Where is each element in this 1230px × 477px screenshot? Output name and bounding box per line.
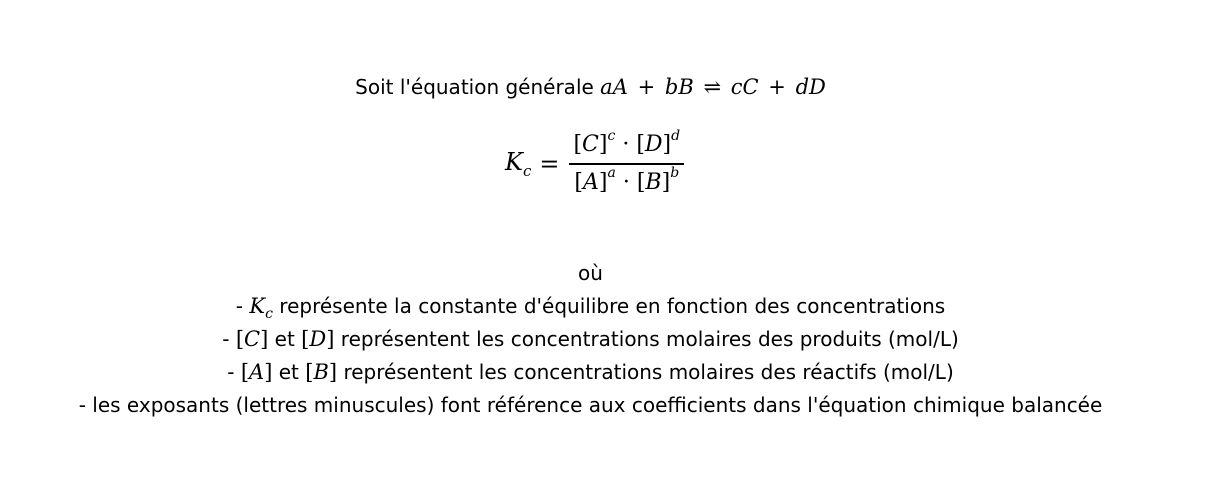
coef-b: b bbox=[664, 75, 679, 99]
definition-products bbox=[0, 325, 1181, 353]
species-d: D bbox=[809, 75, 826, 99]
symbol-letter: D bbox=[309, 327, 327, 351]
coef-c: c bbox=[730, 75, 743, 99]
definition-exponents bbox=[0, 391, 1181, 419]
symbol-letter: C bbox=[244, 327, 261, 351]
definition-text: représentent les concentrations molaires des réactifs (mol/L) bbox=[343, 360, 954, 384]
species-a: A bbox=[612, 75, 628, 99]
kc-subscript: c bbox=[265, 306, 273, 323]
plus-sign: + bbox=[768, 75, 786, 99]
coef-d: d bbox=[795, 75, 810, 99]
symbol-d: [D] bbox=[301, 327, 335, 351]
multiply-dot: · bbox=[622, 169, 630, 195]
intro-text: Soit l'équation générale bbox=[355, 75, 594, 99]
kc-inline-symbol bbox=[249, 294, 273, 323]
connector-et: et bbox=[274, 327, 295, 351]
where-label: où bbox=[578, 261, 603, 285]
multiply-dot: · bbox=[622, 132, 630, 158]
intro-line bbox=[0, 73, 1181, 101]
definition-text: les exposants (lettres minuscules) font référence aux coefficients dans l'équation chimique balancée bbox=[92, 393, 1103, 417]
kc-symbol bbox=[505, 148, 531, 180]
kc-formula bbox=[505, 124, 684, 204]
kc-subscript: c bbox=[522, 161, 532, 180]
symbol-c: [C] bbox=[235, 327, 269, 351]
kc-fraction bbox=[569, 129, 684, 198]
symbol-b: [B] bbox=[305, 360, 338, 384]
plus-sign: + bbox=[637, 75, 656, 99]
general-equation bbox=[600, 75, 826, 99]
denominator-term-b: B bbox=[645, 169, 662, 195]
kc-letter: K bbox=[249, 294, 266, 318]
definition-text: représentent les concentrations molaires des produits (mol/L) bbox=[340, 327, 959, 351]
denominator-exp-a: a bbox=[607, 165, 616, 182]
kc-letter: K bbox=[505, 148, 523, 177]
numerator-term-c: C bbox=[582, 132, 599, 158]
species-c: C bbox=[742, 75, 759, 99]
definition-reactants bbox=[0, 358, 1181, 386]
connector-et: et bbox=[278, 360, 299, 384]
definition-text: représente la constante d'équilibre en fonction des concentrations bbox=[279, 294, 946, 318]
fraction-bar bbox=[569, 163, 684, 164]
bullet-dash: - bbox=[227, 360, 235, 384]
coef-a: a bbox=[600, 75, 613, 99]
definition-kc bbox=[0, 292, 1181, 323]
fraction-numerator: $[C]^c \cdot [D]^d$ bbox=[573, 128, 681, 158]
denominator-exp-b: b bbox=[670, 165, 680, 182]
numerator-exp-d: d bbox=[671, 128, 681, 145]
bullet-dash: - bbox=[78, 393, 86, 417]
symbol-a: [A] bbox=[240, 360, 273, 384]
symbol-letter: A bbox=[249, 360, 265, 384]
numerator-exp-c: c bbox=[607, 128, 616, 145]
species-b: B bbox=[678, 75, 694, 99]
symbol-letter: B bbox=[313, 360, 329, 384]
equals-sign: = bbox=[539, 150, 560, 178]
denominator-term-a: A bbox=[583, 169, 599, 195]
bullet-dash: - bbox=[235, 294, 244, 318]
equilibrium-arrow: ⇌ bbox=[703, 75, 722, 99]
numerator-term-d: D bbox=[644, 132, 663, 158]
fraction-denominator: $[A]^a \cdot [B]^b$ bbox=[574, 165, 680, 195]
bullet-dash: - bbox=[222, 327, 230, 351]
